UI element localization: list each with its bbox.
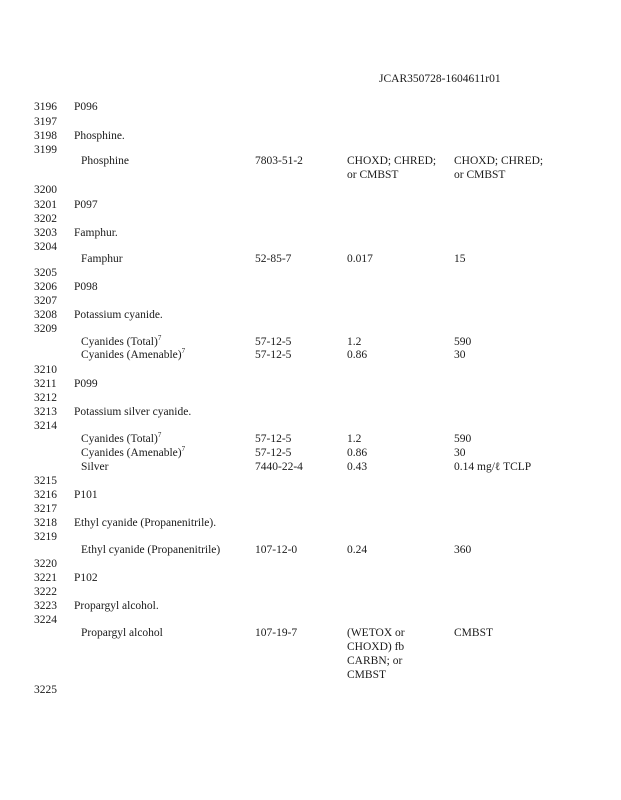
cas-number: 57-12-5: [255, 336, 292, 348]
cas-number: 52-85-7: [255, 253, 292, 265]
cas-number: 7803-51-2: [255, 155, 303, 167]
wastewater-standard: CHOXD; CHRED;: [347, 155, 437, 167]
nonwastewater-standard: 360: [454, 544, 472, 556]
line-number: 3196: [34, 101, 57, 113]
line-number: 3199: [34, 144, 57, 156]
nonwastewater-standard: CMBST: [454, 627, 493, 639]
waste-code: P099: [74, 378, 98, 390]
line-number: 3216: [34, 489, 57, 501]
line-number: 3218: [34, 517, 57, 529]
constituent-name: Ethyl cyanide (Propanenitrile): [81, 544, 221, 556]
cas-number: 107-19-7: [255, 627, 298, 639]
constituent-name: Cyanides (Amenable)$^7$: [81, 445, 186, 459]
line-number: 3201: [34, 199, 57, 211]
cas-number: 107-12-0: [255, 544, 298, 556]
cas-number: 57-12-5: [255, 349, 292, 361]
line-number: 3223: [34, 600, 57, 612]
line-number: 3213: [34, 406, 57, 418]
line-number: 3204: [34, 241, 57, 253]
line-number: 3212: [34, 392, 57, 404]
wastewater-standard: 0.86: [347, 349, 368, 361]
wastewater-standard: 0.24: [347, 544, 368, 556]
line-number: 3202: [34, 213, 57, 225]
line-number: 3209: [34, 323, 57, 335]
line-number: 3200: [34, 184, 57, 196]
constituent-name: Cyanides (Total)$^7$: [81, 334, 162, 348]
waste-description: Propargyl alcohol.: [74, 600, 159, 612]
waste-description: Famphur.: [74, 227, 118, 239]
constituent-name: Cyanides (Total)$^7$: [81, 431, 162, 445]
footnote-ref: 7: [157, 334, 162, 342]
wastewater-standard: 1.2: [347, 336, 362, 348]
nonwastewater-standard: 15: [454, 253, 466, 265]
line-number: 3205: [34, 267, 57, 279]
line-number: 3214: [34, 420, 57, 432]
nonwastewater-standard: 30: [454, 349, 466, 361]
nonwastewater-standard: 590: [454, 433, 472, 445]
waste-description: Potassium cyanide.: [74, 309, 163, 321]
constituent-name: Cyanides (Amenable)$^7$: [81, 347, 186, 361]
waste-code: P097: [74, 199, 98, 211]
constituent-name: Phosphine: [81, 155, 129, 167]
line-number: 3219: [34, 531, 57, 543]
waste-description: Ethyl cyanide (Propanenitrile).: [74, 517, 217, 529]
line-number: 3198: [34, 130, 57, 142]
wastewater-standard-cont: CMBST: [347, 669, 386, 681]
nonwastewater-standard-cont: or CMBST: [454, 169, 506, 181]
wastewater-standard: 0.017: [347, 253, 373, 265]
wastewater-standard: 1.2: [347, 433, 362, 445]
cas-number: 57-12-5: [255, 433, 292, 445]
wastewater-standard-cont: or CMBST: [347, 169, 399, 181]
cas-number: 57-12-5: [255, 447, 292, 459]
constituent-name: Silver: [81, 461, 109, 473]
waste-code: P102: [74, 572, 98, 584]
waste-description: Potassium silver cyanide.: [74, 406, 192, 418]
nonwastewater-standard: 590: [454, 336, 472, 348]
line-number: 3215: [34, 475, 57, 487]
waste-code: P098: [74, 281, 98, 293]
line-number: 3221: [34, 572, 57, 584]
line-number: 3220: [34, 558, 57, 570]
line-number: 3206: [34, 281, 57, 293]
line-number: 3210: [34, 364, 57, 376]
footnote-ref: 7: [157, 431, 162, 439]
wastewater-standard: 0.86: [347, 447, 368, 459]
line-number: 3203: [34, 227, 57, 239]
line-number: 3222: [34, 586, 57, 598]
line-number: 3207: [34, 295, 57, 307]
document-id: JCAR350728-1604611r01: [379, 73, 501, 85]
wastewater-standard: 0.43: [347, 461, 368, 473]
nonwastewater-standard: 0.14 mg/ℓ TCLP: [454, 461, 532, 473]
line-number: 3208: [34, 309, 57, 321]
wastewater-standard: (WETOX or: [347, 627, 405, 639]
line-number: 3224: [34, 614, 57, 626]
waste-code: P101: [74, 489, 98, 501]
line-number: 3197: [34, 116, 57, 128]
nonwastewater-standard: CHOXD; CHRED;: [454, 155, 544, 167]
line-number: 3217: [34, 503, 57, 515]
nonwastewater-standard: 30: [454, 447, 466, 459]
wastewater-standard-cont: CHOXD) fb: [347, 641, 405, 653]
wastewater-standard-cont: CARBN; or: [347, 655, 403, 667]
footnote-ref: 7: [181, 445, 186, 453]
line-number: 3225: [34, 684, 57, 696]
constituent-name: Famphur: [81, 253, 123, 265]
constituent-name: Propargyl alcohol: [81, 627, 163, 639]
cas-number: 7440-22-4: [255, 461, 303, 473]
waste-code: P096: [74, 101, 98, 113]
footnote-ref: 7: [181, 347, 186, 355]
waste-description: Phosphine.: [74, 130, 125, 142]
line-number: 3211: [34, 378, 57, 390]
